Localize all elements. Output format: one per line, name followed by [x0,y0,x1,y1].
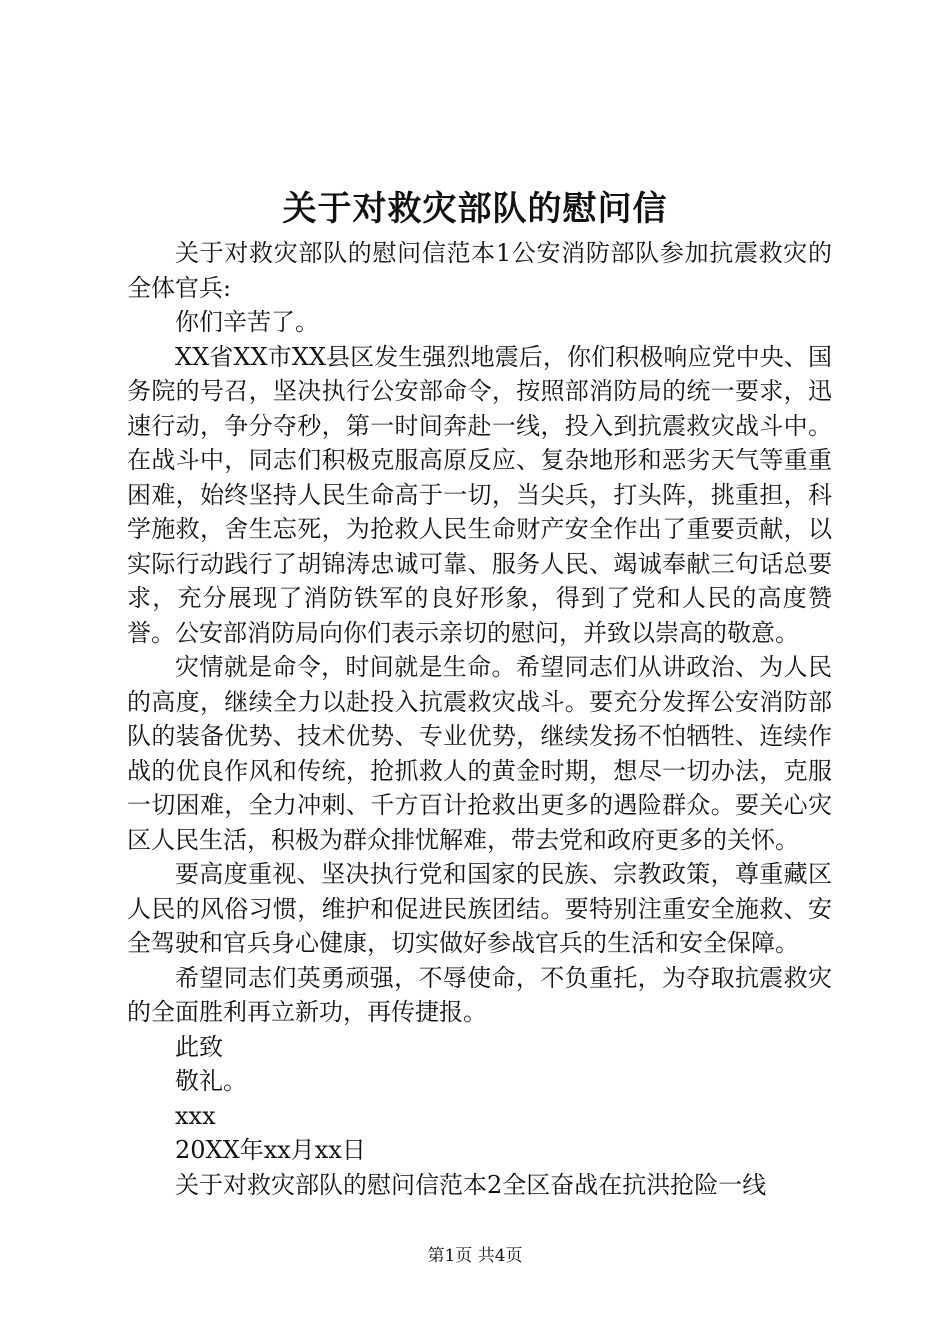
document-body [127,236,832,1202]
signature: xxx [175,1101,216,1130]
date-line: 20XX年xx月xx日 [175,1136,366,1164]
paragraph-body-3: 要高度重视、坚决执行党和国家的民族、宗教政策，尊重藏区人民的风俗习惯，维护和促进民族团结。要特别注重安全施救、安全驾驶和官兵身心健康，切实做好参战官兵的生活和安全保障。 [127,860,832,957]
page-footer: 第1页 共4页 [427,1246,523,1266]
paragraph-greeting: 你们辛苦了。 [175,308,319,336]
paragraph-body-1: XX省XX市XX县区发生强烈地震后，你们积极响应党中央、国务院的号召，坚决执行公安部命令，按照部消防局的统一要求，迅速行动，争分夺秒，第一时间奔赴一线，投入到抗震救灾战斗中。在战斗中，同志们积极克服高原反应、复杂地形和恶劣天气等重重困难，始终坚持人民生命高于一切，当尖兵，打头阵，挑重担，科学施救，舍生忘死，为抢救人民生命财产安全作出了重要贡献，以实际行动践行了胡锦涛忠诚可靠、服务人民、竭诚奉献三句话总要求，充分展现了消防铁军的良好形象，得到了党和人民的高度赞誉。公安部消防局向你们表示亲切的慰问，并致以崇高的敬意。 [127,342,832,647]
document-title: 关于对救灾部队的慰问信 [282,189,668,229]
closing-line-2: 敬礼。 [175,1067,247,1095]
closing-line-1: 此致 [175,1032,223,1061]
paragraph-body-2: 灾情就是命令，时间就是生命。希望同志们从讲政治、为人民的高度，继续全力以赴投入抗震救灾战斗。要充分发挥公安消防部队的装备优势、技术优势、专业优势，继续发扬不怕牺牲、连续作战的优良作风和传统，抢抓救人的黄金时期，想尽一切办法，克服一切困难，全力冲刺、千方百计抢救出更多的遇险群众。要关心灾区人民生活，积极为群众排忧解难，带去党和政府更多的关怀。 [127,653,832,854]
next-section-start: 关于对救灾部队的慰问信范本2全区奋战在抗洪抢险一线 [175,1170,767,1199]
paragraph-salutation: 关于对救灾部队的慰问信范本1公安消防部队参加抗震救灾的全体官兵: [127,239,832,302]
paragraph-body-4: 希望同志们英勇顽强，不辱使命，不负重托，为夺取抗震救灾的全面胜利再立新功，再传捷报。 [127,963,832,1026]
